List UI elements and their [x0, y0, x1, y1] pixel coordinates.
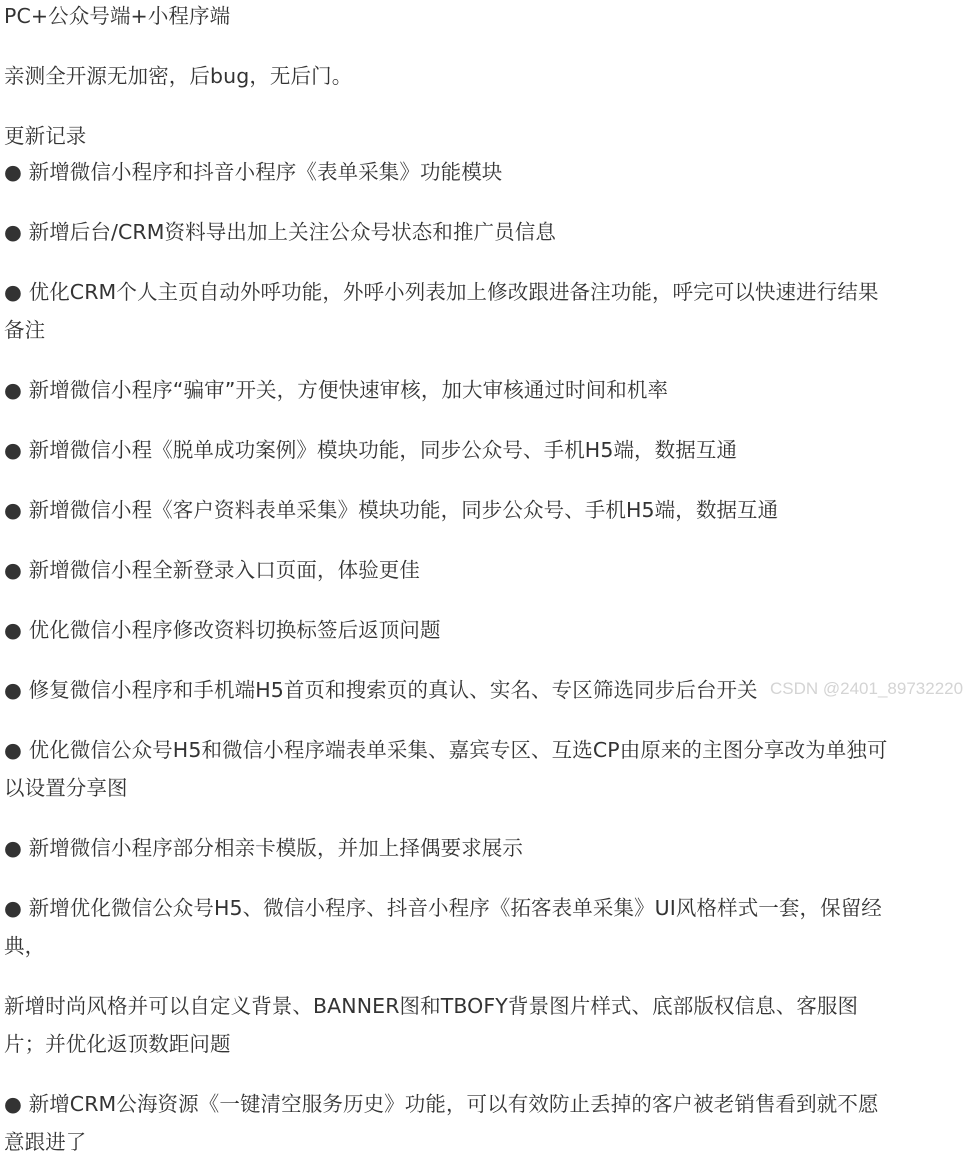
list-item: ● 新增微信小程全新登录入口页面，体验更佳: [4, 558, 421, 582]
list-item: ● 新增微信小程序“骗审”开关，方便快速审核，加大审核通过时间和机率: [4, 378, 669, 402]
list-item: ● 新增微信小程序和抖音小程序《表单采集》功能模块: [4, 160, 503, 184]
paragraph-line: 片；并优化返顶数距问题: [4, 1032, 231, 1056]
header-line: PC+公众号端+小程序端: [4, 4, 231, 28]
list-item: ● 修复微信小程序和手机端H5首页和搜索页的真认、实名、专区筛选同步后台开关: [4, 678, 758, 702]
changelog-heading: 更新记录: [4, 124, 87, 148]
list-item-continuation: 备注: [4, 318, 46, 342]
watermark-text: CSDN @2401_89732220: [770, 679, 964, 698]
list-item: ● 新增优化微信公众号H5、微信小程序、抖音小程序《拓客表单采集》UI风格样式一套，保留经: [4, 896, 882, 920]
list-item: ● 新增CRM公海资源《一键清空服务历史》功能，可以有效防止丢掉的客户被老销售看到就不愿: [4, 1092, 879, 1116]
list-item: ● 优化CRM个人主页自动外呼功能，外呼小列表加上修改跟进备注功能，呼完可以快速进行结果: [4, 280, 879, 304]
list-item: ● 优化微信公众号H5和微信小程序端表单采集、嘉宾专区、互选CP由原来的主图分享改为单独可: [4, 738, 888, 762]
intro-text: 亲测全开源无加密，后bug，无后门。: [4, 64, 353, 88]
list-item: ● 新增微信小程序部分相亲卡模版，并加上择偶要求展示: [4, 836, 524, 860]
paragraph-line: 新增时尚风格并可以自定义背景、BANNER图和TBOFY背景图片样式、底部版权信息、客服图: [4, 994, 859, 1018]
list-item: ● 优化微信小程序修改资料切换标签后返顶问题: [4, 618, 441, 642]
list-item: ● 新增后台/CRM资料导出加上关注公众号状态和推广员信息: [4, 220, 556, 244]
list-item: ● 新增微信小程《客户资料表单采集》模块功能，同步公众号、手机H5端，数据互通: [4, 498, 779, 522]
list-item: ● 新增微信小程《脱单成功案例》模块功能，同步公众号、手机H5端，数据互通: [4, 438, 738, 462]
list-item-continuation: 以设置分享图: [4, 776, 128, 800]
list-item-continuation: 意跟进了: [4, 1130, 87, 1154]
list-item-continuation: 典，: [4, 934, 46, 958]
